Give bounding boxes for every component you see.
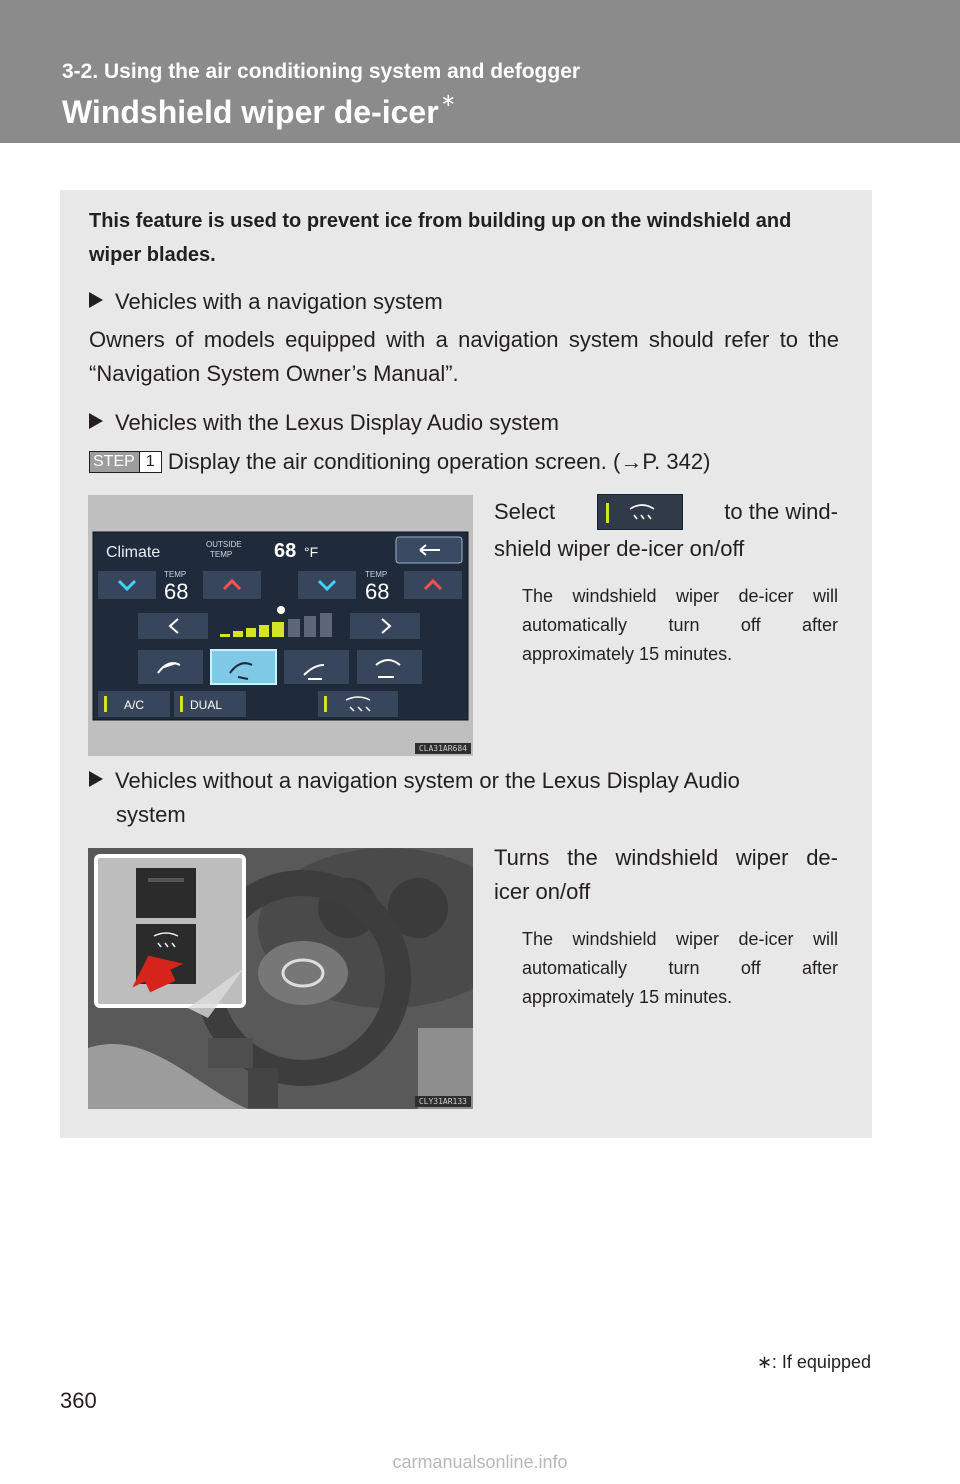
triangle-bullet-icon bbox=[89, 771, 103, 787]
equipped-mark: ∗ bbox=[440, 90, 456, 110]
step1-text: Display the air conditioning operation screen. ( bbox=[167, 449, 621, 474]
dashboard-svg bbox=[88, 848, 473, 1109]
no-nav-heading bbox=[89, 765, 839, 797]
screen-temp-up-left[interactable] bbox=[203, 571, 261, 599]
step-number: 1 bbox=[139, 452, 161, 472]
intro-text: This feature is used to prevent ice from building up on the windshield and wiper blades. bbox=[89, 210, 792, 266]
screen-temp-down-left[interactable] bbox=[98, 571, 156, 599]
fan-icon bbox=[277, 606, 285, 614]
dashboard-image bbox=[88, 848, 473, 1109]
screen-fan-down[interactable] bbox=[138, 613, 208, 639]
screen-dual-label: DUAL bbox=[190, 698, 223, 712]
lda-heading bbox=[89, 407, 559, 439]
page-title bbox=[62, 90, 456, 131]
screen-ac-label: A/C bbox=[124, 698, 145, 712]
lda-heading-text: Vehicles with the Lexus Display Audio system bbox=[115, 410, 559, 435]
figure-code: CLY31AR133 bbox=[415, 1096, 471, 1107]
screen-temp-up-right[interactable] bbox=[404, 571, 462, 599]
figure-code: CLA31AR684 bbox=[415, 743, 471, 754]
screen-outside-temp: 68 bbox=[274, 540, 297, 562]
watermark: carmanualsonline.info bbox=[392, 1452, 568, 1472]
climate-screen-image bbox=[88, 495, 473, 756]
screen-temp-left: 68 bbox=[164, 579, 189, 604]
deicer-indicator bbox=[324, 696, 327, 712]
step-label: STEP bbox=[93, 453, 135, 470]
step2-select-text: Select bbox=[494, 499, 556, 524]
no-nav-note: The windshield wiper de-icer will automatically turn off after approximately 15 minutes. bbox=[522, 929, 838, 1007]
step2-line1 bbox=[494, 494, 838, 530]
screen-deicer-button[interactable] bbox=[318, 691, 398, 717]
no-nav-heading-text: Vehicles without a navigation system or the Lexus Display Audio bbox=[115, 768, 740, 793]
footnote: ∗: If equipped bbox=[756, 1352, 871, 1372]
triangle-bullet-icon bbox=[89, 413, 103, 429]
screen-fan-up[interactable] bbox=[350, 613, 420, 639]
screen-temp-right: 68 bbox=[365, 579, 390, 604]
screen-climate-label: Climate bbox=[106, 544, 161, 561]
step1-line bbox=[89, 445, 710, 479]
ac-indicator bbox=[104, 696, 107, 712]
screen-mode-face[interactable] bbox=[138, 650, 203, 684]
page-header bbox=[0, 0, 960, 143]
screen-temp-label-right: TEMP bbox=[365, 570, 388, 579]
inline-wiper-icon-svg bbox=[598, 495, 682, 529]
step2-rest1: to the wind- bbox=[724, 499, 838, 524]
screen-outside-label: OUTSIDE bbox=[206, 540, 242, 549]
nav-heading-text: Vehicles with a navigation system bbox=[115, 289, 443, 314]
screen-mode-feet-defrost[interactable] bbox=[357, 650, 422, 684]
step2-note: The windshield wiper de-icer will automatically turn off after approximately 15 minutes. bbox=[522, 586, 838, 664]
step2-line2: shield wiper de-icer on/off bbox=[494, 536, 745, 561]
step1-badge bbox=[89, 451, 162, 473]
screen-outside-temp-label: TEMP bbox=[210, 550, 233, 559]
no-nav-heading-line2: system bbox=[116, 802, 186, 827]
page-title-text: Windshield wiper de-icer bbox=[62, 94, 439, 130]
screen-temp-down-right[interactable] bbox=[298, 571, 356, 599]
nav-body: Owners of models equipped with a navigation system should refer to the “Navigation System Owner’s Manual”. bbox=[89, 327, 839, 386]
screen-temp-label-left: TEMP bbox=[164, 570, 187, 579]
page-number: 360 bbox=[60, 1388, 97, 1413]
dual-indicator bbox=[180, 696, 183, 712]
arrow-right-icon: → bbox=[620, 449, 643, 474]
inline-deicer-button-icon bbox=[597, 494, 683, 530]
no-nav-text2: icer on/off bbox=[494, 879, 591, 904]
screen-unit: °F bbox=[304, 544, 319, 560]
section-title: 3-2. Using the air conditioning system and defogger bbox=[62, 60, 581, 83]
climate-screen-svg bbox=[88, 495, 473, 756]
nav-heading bbox=[89, 286, 443, 318]
step1-page-ref[interactable]: P. 342) bbox=[642, 449, 711, 474]
triangle-bullet-icon bbox=[89, 292, 103, 308]
no-nav-text1: Turns the windshield wiper de- bbox=[494, 845, 838, 870]
